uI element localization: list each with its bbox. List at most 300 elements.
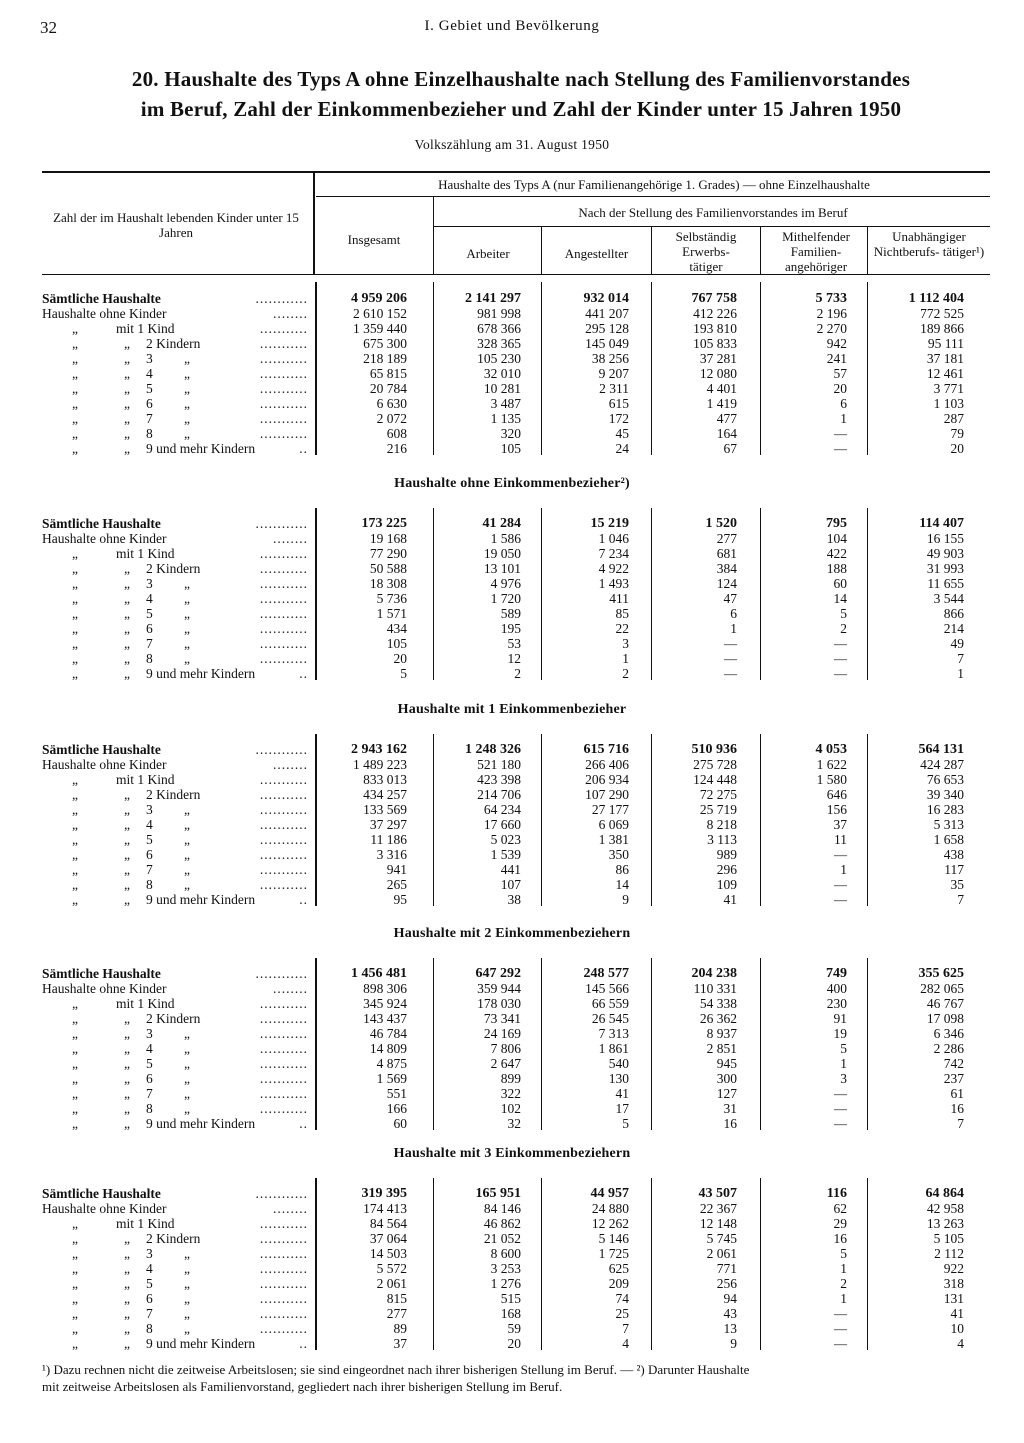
cell-mithelfend: 1 622 — [816, 757, 847, 772]
cell-unabhaengig: 61 — [950, 1086, 964, 1101]
ditto-mark: „ — [124, 1336, 130, 1351]
cell-insgesamt: 50 588 — [369, 561, 407, 576]
cell-unabhaengig: 39 340 — [926, 787, 964, 802]
ditto-mark: „ — [184, 1261, 190, 1276]
row-label — [42, 832, 308, 847]
cell-unabhaengig: 742 — [943, 1056, 964, 1071]
cell-insgesamt: 265 — [386, 877, 407, 892]
cell-mithelfend: — — [834, 877, 847, 892]
leader-dots: ........... — [259, 1291, 308, 1306]
row-label — [42, 426, 308, 441]
ditto-mark: „ — [72, 381, 78, 396]
header-stub-divider — [313, 171, 315, 275]
cell-arbeiter: 3 487 — [490, 396, 521, 411]
cell-arbeiter: 2 — [514, 666, 521, 681]
cell-insgesamt: 46 784 — [369, 1026, 407, 1041]
ditto-mark: „ — [184, 1276, 190, 1291]
cell-arbeiter: 41 284 — [482, 516, 521, 531]
cell-insgesamt: 18 308 — [369, 576, 407, 591]
cell-unabhaengig: 79 — [950, 426, 964, 441]
ditto-mark: „ — [124, 1011, 130, 1026]
cell-arbeiter: 12 — [507, 651, 521, 666]
row-label — [42, 606, 308, 621]
cell-unabhaengig: 35 — [950, 877, 964, 892]
row-label — [42, 636, 308, 651]
cell-insgesamt: 551 — [386, 1086, 407, 1101]
table-row — [0, 426, 1024, 441]
row-label-text: 7 — [146, 636, 153, 651]
cell-selbstaendig: 47 — [723, 591, 737, 606]
cell-angestellter: 17 — [615, 1101, 629, 1116]
cell-arbeiter: 105 230 — [477, 351, 521, 366]
cell-selbstaendig: 256 — [716, 1276, 737, 1291]
cell-mithelfend: 62 — [833, 1201, 847, 1216]
ditto-mark: „ — [72, 546, 78, 561]
cell-unabhaengig: 866 — [943, 606, 964, 621]
ditto-mark: „ — [124, 651, 130, 666]
row-label — [42, 651, 308, 666]
header-span-rule — [316, 196, 990, 197]
table-row — [0, 621, 1024, 636]
cell-mithelfend: — — [834, 1086, 847, 1101]
cell-unabhaengig: 20 — [950, 441, 964, 456]
row-label — [42, 336, 308, 351]
leader-dots: ........... — [259, 411, 308, 426]
table-subtitle: Volkszählung am 31. August 1950 — [414, 137, 610, 152]
ditto-mark: „ — [124, 1101, 130, 1116]
ditto-mark: „ — [72, 1041, 78, 1056]
row-label-text: Sämtliche Haushalte — [42, 291, 161, 306]
ditto-mark: „ — [72, 441, 78, 456]
table-row — [0, 981, 1024, 996]
cell-insgesamt: 65 815 — [369, 366, 407, 381]
cell-unabhaengig: 355 625 — [918, 966, 964, 981]
row-label — [42, 1291, 308, 1306]
cell-angestellter: 172 — [608, 411, 629, 426]
cell-insgesamt: 60 — [393, 1116, 407, 1131]
leader-dots: ........... — [259, 1216, 308, 1231]
cell-arbeiter: 1 276 — [490, 1276, 521, 1291]
cell-insgesamt: 14 503 — [369, 1246, 407, 1261]
cell-selbstaendig: 12 148 — [699, 1216, 737, 1231]
cell-mithelfend: 91 — [833, 1011, 847, 1026]
leader-dots: ........... — [259, 576, 308, 591]
ditto-mark: „ — [124, 1041, 130, 1056]
ditto-mark: „ — [184, 1101, 190, 1116]
cell-unabhaengig: 64 864 — [925, 1186, 964, 1201]
cell-arbeiter: 107 — [500, 877, 521, 892]
cell-selbstaendig: 22 367 — [699, 1201, 737, 1216]
row-label-text: 7 — [146, 862, 153, 877]
ditto-mark: „ — [124, 576, 130, 591]
ditto-mark: „ — [72, 1116, 78, 1131]
header-col-unabhaengig: Unabhängiger Nichtberufs- tätiger¹) — [873, 229, 985, 259]
cell-selbstaendig: 275 728 — [693, 757, 737, 772]
table-row — [0, 351, 1024, 366]
cell-selbstaendig: 109 — [716, 877, 737, 892]
leader-dots: ........... — [259, 1231, 308, 1246]
cell-arbeiter: 1 135 — [490, 411, 521, 426]
cell-selbstaendig: 1 419 — [706, 396, 737, 411]
ditto-mark: „ — [184, 621, 190, 636]
cell-insgesamt: 5 — [400, 666, 407, 681]
leader-dots: ........... — [259, 1071, 308, 1086]
ditto-mark: „ — [124, 1086, 130, 1101]
ditto-mark: „ — [184, 1246, 190, 1261]
cell-angestellter: 145 566 — [585, 981, 629, 996]
table-row — [0, 576, 1024, 591]
cell-angestellter: 26 545 — [591, 1011, 629, 1026]
cell-unabhaengig: 214 — [943, 621, 964, 636]
cell-unabhaengig: 16 — [950, 1101, 964, 1116]
cell-arbeiter: 13 101 — [483, 561, 521, 576]
title-line-2: im Beruf, Zahl der Einkommenbezieher und Zahl der Kinder unter 15 Jahren 1950 — [140, 97, 902, 121]
header-top-rule — [42, 171, 990, 173]
cell-angestellter: 7 313 — [598, 1026, 629, 1041]
cell-insgesamt: 815 — [386, 1291, 407, 1306]
cell-arbeiter: 10 281 — [483, 381, 521, 396]
row-label — [42, 862, 308, 877]
leader-dots: ........... — [259, 802, 308, 817]
ditto-mark: „ — [124, 1321, 130, 1336]
leader-dots: ............ — [255, 516, 308, 531]
title-line-1: 20. Haushalte des Typs A ohne Einzelhaushalte nach Stellung des Familienvorstandes — [131, 67, 911, 91]
row-label-text: 2 Kindern — [146, 1231, 201, 1246]
row-label — [42, 1231, 308, 1246]
ditto-mark: „ — [124, 396, 130, 411]
cell-arbeiter: 7 806 — [490, 1041, 521, 1056]
cell-unabhaengig: 3 544 — [933, 591, 964, 606]
cell-angestellter: 85 — [615, 606, 629, 621]
cell-mithelfend: 230 — [826, 996, 847, 1011]
ditto-mark: „ — [72, 996, 78, 1011]
cell-unabhaengig: 31 993 — [926, 561, 964, 576]
table-row — [0, 996, 1024, 1011]
cell-insgesamt: 89 — [393, 1321, 407, 1336]
ditto-mark: „ — [184, 1041, 190, 1056]
cell-angestellter: 5 — [622, 1116, 629, 1131]
cell-insgesamt: 37 064 — [369, 1231, 407, 1246]
cell-arbeiter: 678 366 — [477, 321, 521, 336]
ditto-mark: „ — [124, 1026, 130, 1041]
table-row — [0, 666, 1024, 681]
table-row — [0, 1231, 1024, 1246]
cell-mithelfend: 188 — [826, 561, 847, 576]
cell-selbstaendig: 41 — [723, 892, 737, 907]
row-label — [42, 411, 308, 426]
header-col-mithelfend: Mithelfender Familien- angehöriger — [782, 229, 850, 274]
ditto-mark: „ — [72, 1071, 78, 1086]
cell-unabhaengig: 1 103 — [933, 396, 964, 411]
cell-angestellter: 411 — [609, 591, 629, 606]
cell-arbeiter: 19 050 — [483, 546, 521, 561]
row-label-text: Sämtliche Haushalte — [42, 966, 161, 981]
cell-unabhaengig: 37 181 — [926, 351, 964, 366]
ditto-mark: „ — [72, 636, 78, 651]
table-row — [0, 1186, 1024, 1201]
cell-selbstaendig: 37 281 — [699, 351, 737, 366]
row-label-text: 3 — [146, 1026, 153, 1041]
cell-unabhaengig: 16 283 — [926, 802, 964, 817]
cell-arbeiter: 2 647 — [490, 1056, 521, 1071]
cell-angestellter: 74 — [615, 1291, 629, 1306]
leader-dots: ........... — [259, 1246, 308, 1261]
cell-mithelfend: 11 — [834, 832, 847, 847]
cell-insgesamt: 37 297 — [369, 817, 407, 832]
table-row — [0, 291, 1024, 306]
row-label-text: Sämtliche Haushalte — [42, 742, 161, 757]
cell-insgesamt: 277 — [386, 1306, 407, 1321]
ditto-mark: „ — [124, 351, 130, 366]
cell-arbeiter: 899 — [500, 1071, 521, 1086]
cell-selbstaendig: 2 061 — [706, 1246, 737, 1261]
row-label-text: 2 Kindern — [146, 787, 201, 802]
cell-selbstaendig: 6 — [730, 606, 737, 621]
cell-insgesamt: 218 189 — [363, 351, 407, 366]
ditto-mark: „ — [72, 802, 78, 817]
cell-insgesamt: 1 489 223 — [353, 757, 407, 772]
cell-mithelfend: 749 — [826, 966, 847, 981]
cell-selbstaendig: 384 — [716, 561, 737, 576]
cell-mithelfend: 3 — [840, 1071, 847, 1086]
cell-insgesamt: 174 413 — [363, 1201, 407, 1216]
cell-insgesamt: 608 — [386, 426, 407, 441]
row-label — [42, 742, 308, 757]
cell-mithelfend: — — [834, 1336, 847, 1351]
ditto-mark: „ — [72, 591, 78, 606]
cell-unabhaengig: 6 346 — [933, 1026, 964, 1041]
cell-unabhaengig: 7 — [957, 651, 964, 666]
ditto-mark: „ — [124, 1071, 130, 1086]
table-row — [0, 877, 1024, 892]
ditto-mark: „ — [72, 1261, 78, 1276]
ditto-mark: „ — [184, 1056, 190, 1071]
cell-angestellter: 2 311 — [599, 381, 629, 396]
row-label-text: 5 — [146, 606, 153, 621]
table-row — [0, 802, 1024, 817]
ditto-mark: „ — [124, 1261, 130, 1276]
table-row — [0, 1086, 1024, 1101]
header-col-insgesamt: Insgesamt — [347, 232, 401, 247]
cell-angestellter: 14 — [615, 877, 629, 892]
table-row — [0, 832, 1024, 847]
cell-unabhaengig: 16 155 — [926, 531, 964, 546]
ditto-mark: „ — [72, 606, 78, 621]
table-row — [0, 546, 1024, 561]
cell-angestellter: 209 — [608, 1276, 629, 1291]
leader-dots: ........... — [259, 847, 308, 862]
cell-arbeiter: 73 341 — [483, 1011, 521, 1026]
cell-selbstaendig: 193 810 — [693, 321, 737, 336]
cell-insgesamt: 166 — [386, 1101, 407, 1116]
row-label — [42, 366, 308, 381]
row-label-text: Haushalte ohne Kinder — [42, 531, 167, 546]
row-label — [42, 1186, 308, 1201]
cell-unabhaengig: 318 — [943, 1276, 964, 1291]
ditto-mark: „ — [124, 832, 130, 847]
row-label-text: Sämtliche Haushalte — [42, 516, 161, 531]
cell-unabhaengig: 237 — [943, 1071, 964, 1086]
table-row — [0, 1026, 1024, 1041]
ditto-mark: „ — [184, 366, 190, 381]
ditto-mark: „ — [184, 606, 190, 621]
row-label — [42, 1071, 308, 1086]
cell-insgesamt: 77 290 — [369, 546, 407, 561]
section-title: Haushalte mit 3 Einkommenbeziehern — [393, 1146, 631, 1161]
row-label-text: mit 1 Kind — [116, 321, 175, 336]
row-label — [42, 892, 308, 907]
row-label-text: 3 — [146, 576, 153, 591]
cell-mithelfend: 2 — [840, 1276, 847, 1291]
ditto-mark: „ — [124, 877, 130, 892]
ditto-mark: „ — [184, 636, 190, 651]
row-label — [42, 1056, 308, 1071]
cell-unabhaengig: 11 655 — [927, 576, 964, 591]
leader-dots: ........... — [259, 546, 308, 561]
ditto-mark: „ — [72, 772, 78, 787]
cell-angestellter: 2 — [622, 666, 629, 681]
cell-insgesamt: 1 571 — [376, 606, 407, 621]
row-label-text: 3 — [146, 351, 153, 366]
cell-selbstaendig: 2 851 — [706, 1041, 737, 1056]
ditto-mark: „ — [124, 817, 130, 832]
cell-selbstaendig: 26 362 — [699, 1011, 737, 1026]
cell-selbstaendig: 67 — [723, 441, 737, 456]
ditto-mark: „ — [72, 666, 78, 681]
cell-selbstaendig: 94 — [723, 1291, 737, 1306]
cell-selbstaendig: 43 — [723, 1306, 737, 1321]
table-row — [0, 366, 1024, 381]
row-label — [42, 381, 308, 396]
cell-selbstaendig: 72 275 — [699, 787, 737, 802]
cell-angestellter: 625 — [608, 1261, 629, 1276]
cell-insgesamt: 345 924 — [363, 996, 407, 1011]
header-span-sub: Nach der Stellung des Familienvorstandes im Beruf — [578, 205, 848, 220]
cell-angestellter: 615 — [608, 396, 629, 411]
cell-selbstaendig: 3 113 — [707, 832, 737, 847]
cell-selbstaendig: 25 719 — [699, 802, 737, 817]
cell-unabhaengig: 564 131 — [918, 742, 964, 757]
cell-mithelfend: 646 — [826, 787, 847, 802]
cell-mithelfend: 5 — [840, 606, 847, 621]
row-label — [42, 1201, 308, 1216]
cell-arbeiter: 423 398 — [477, 772, 521, 787]
header-col-divider — [541, 227, 542, 275]
row-label — [42, 966, 308, 981]
cell-insgesamt: 95 — [393, 892, 407, 907]
row-label-text: 2 Kindern — [146, 1011, 201, 1026]
cell-mithelfend: 795 — [826, 516, 847, 531]
leader-dots: ............ — [255, 742, 308, 757]
ditto-mark: „ — [72, 847, 78, 862]
row-label — [42, 1116, 308, 1131]
row-label — [42, 621, 308, 636]
cell-mithelfend: — — [834, 847, 847, 862]
cell-arbeiter: 328 365 — [477, 336, 521, 351]
table-row — [0, 606, 1024, 621]
cell-mithelfend: 1 580 — [816, 772, 847, 787]
ditto-mark: „ — [124, 561, 130, 576]
ditto-mark: „ — [72, 396, 78, 411]
leader-dots: ........... — [259, 996, 308, 1011]
cell-unabhaengig: 438 — [943, 847, 964, 862]
leader-dots: ........... — [259, 606, 308, 621]
row-label — [42, 1101, 308, 1116]
cell-angestellter: 1 493 — [598, 576, 629, 591]
cell-insgesamt: 5 572 — [376, 1261, 407, 1276]
section-title: Haushalte ohne Einkommenbezieher²) — [394, 476, 630, 491]
ditto-mark: „ — [72, 621, 78, 636]
ditto-mark: „ — [72, 1321, 78, 1336]
cell-unabhaengig: 42 958 — [926, 1201, 964, 1216]
cell-arbeiter: 320 — [500, 426, 521, 441]
cell-selbstaendig: 296 — [716, 862, 737, 877]
ditto-mark: „ — [124, 892, 130, 907]
cell-mithelfend: 4 053 — [815, 742, 847, 757]
leader-dots: ........... — [259, 1011, 308, 1026]
ditto-mark: „ — [124, 441, 130, 456]
table-row — [0, 561, 1024, 576]
ditto-mark: „ — [72, 862, 78, 877]
cell-angestellter: 9 — [622, 892, 629, 907]
row-label — [42, 1246, 308, 1261]
cell-selbstaendig: 31 — [723, 1101, 737, 1116]
row-label-text: 6 — [146, 396, 153, 411]
footnote-1: ¹) Dazu rechnen nicht die zeitweise Arbeitslosen; sie sind eingeordnet nach ihrer bisherigen Stellung im Beruf. — ²) Darunter Haushalte — [42, 1362, 750, 1377]
cell-arbeiter: 178 030 — [477, 996, 521, 1011]
table-row — [0, 591, 1024, 606]
ditto-mark: „ — [72, 351, 78, 366]
cell-mithelfend: 37 — [833, 817, 847, 832]
cell-unabhaengig: 2 112 — [934, 1246, 964, 1261]
cell-arbeiter: 521 180 — [477, 757, 521, 772]
cell-arbeiter: 214 706 — [477, 787, 521, 802]
cell-selbstaendig: 477 — [716, 411, 737, 426]
leader-dots: ........ — [273, 981, 308, 996]
leader-dots: ........... — [259, 1026, 308, 1041]
row-label-text: Haushalte ohne Kinder — [42, 981, 167, 996]
cell-selbstaendig: 54 338 — [699, 996, 737, 1011]
cell-unabhaengig: 17 098 — [926, 1011, 964, 1026]
cell-insgesamt: 675 300 — [363, 336, 407, 351]
leader-dots: ........... — [259, 877, 308, 892]
row-label — [42, 847, 308, 862]
cell-unabhaengig: 4 — [957, 1336, 964, 1351]
cell-insgesamt: 2 610 152 — [353, 306, 407, 321]
row-label — [42, 802, 308, 817]
ditto-mark: „ — [72, 1291, 78, 1306]
cell-insgesamt: 1 569 — [376, 1071, 407, 1086]
ditto-mark: „ — [72, 366, 78, 381]
row-label — [42, 1306, 308, 1321]
row-label-text: 6 — [146, 1071, 153, 1086]
leader-dots: ........... — [259, 396, 308, 411]
ditto-mark: „ — [124, 621, 130, 636]
header-subspan-rule — [433, 226, 990, 227]
cell-angestellter: 4 — [622, 1336, 629, 1351]
cell-selbstaendig: 110 331 — [693, 981, 737, 996]
leader-dots: ........... — [259, 1101, 308, 1116]
cell-arbeiter: 64 234 — [483, 802, 521, 817]
cell-unabhaengig: 1 112 404 — [908, 291, 964, 306]
table-row — [0, 1336, 1024, 1351]
cell-arbeiter: 3 253 — [490, 1261, 521, 1276]
cell-angestellter: 86 — [615, 862, 629, 877]
cell-angestellter: 615 716 — [583, 742, 629, 757]
cell-mithelfend: — — [834, 426, 847, 441]
running-head: I. Gebiet und Bevölkerung — [424, 18, 600, 34]
cell-angestellter: 145 049 — [585, 336, 629, 351]
